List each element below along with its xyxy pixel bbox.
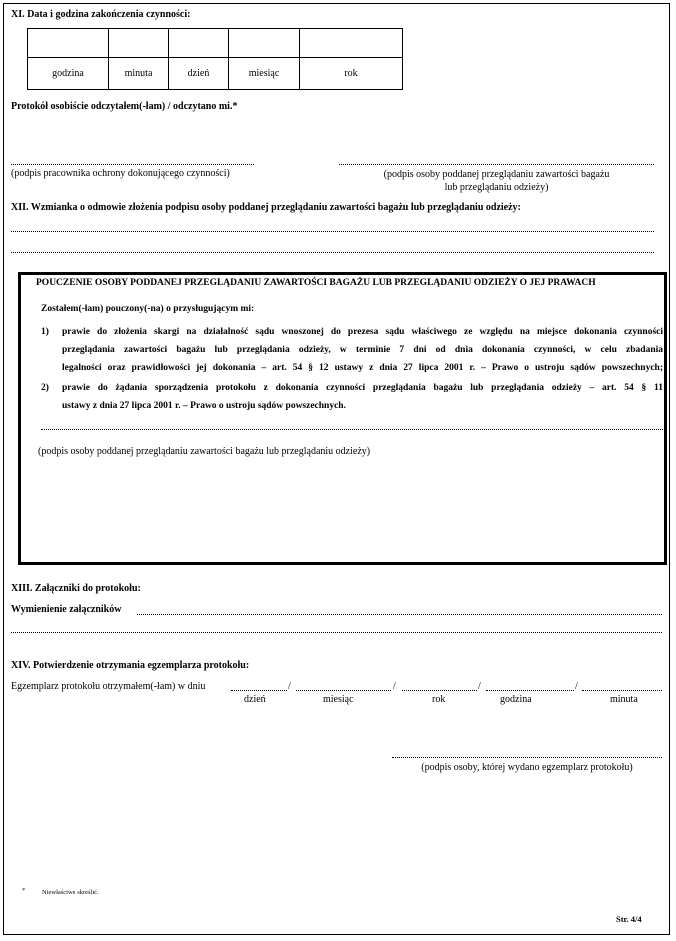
staff-signature-line[interactable]: [11, 164, 254, 165]
notice-item-2-text: [62, 379, 663, 415]
separator-slash: /: [393, 681, 396, 692]
attachments-line-2[interactable]: [11, 632, 662, 633]
section-xii-title: XII. Wzmianka o odmowie złożenia podpisu osoby poddanej przeglądaniu zawartości bagażu lub przeglądaniu odzieży:: [11, 202, 521, 213]
notice-intro: Zostałem(-łam) pouczony(-na) o przysługującym mi:: [41, 304, 255, 314]
notice-item-1-number: 1): [41, 327, 49, 337]
received-day-field[interactable]: [231, 690, 287, 691]
refusal-note-line-1[interactable]: [11, 231, 654, 232]
attachments-line-1[interactable]: [137, 614, 662, 615]
section-xiv-title: XIV. Potwierdzenie otrzymania egzemplarza protokołu:: [11, 660, 250, 671]
separator-slash: /: [288, 681, 291, 692]
received-hour-field[interactable]: [486, 690, 574, 691]
minute-label: minuta: [109, 58, 169, 90]
minute-cell[interactable]: [109, 29, 169, 58]
received-year-field[interactable]: [402, 690, 477, 691]
rights-notice-box: [18, 272, 667, 565]
person-signature-caption: [339, 168, 654, 194]
year-label: rok: [300, 58, 403, 90]
year-caption: rok: [432, 694, 446, 705]
page-number: Str. 4/4: [616, 914, 642, 924]
notice-item-2-line-1: prawie do żądania sporządzenia protokołu z dokonania czynności przeglądania bagażu lub przeglądania odzieży – art. 54 § 11: [62, 383, 663, 393]
hour-caption: godzina: [500, 694, 532, 705]
separator-slash: /: [478, 681, 481, 692]
day-cell[interactable]: [169, 29, 229, 58]
notice-signature-line[interactable]: [41, 429, 663, 430]
hour-cell[interactable]: [28, 29, 109, 58]
day-caption: dzień: [244, 694, 266, 705]
separator-slash: /: [575, 681, 578, 692]
person-signature-line[interactable]: [339, 164, 654, 165]
person-signature-caption-line1: (podpis osoby poddanej przeglądaniu zawartości bagażu: [383, 169, 610, 180]
attachments-label: Wymienienie załączników: [11, 604, 122, 615]
person-signature-caption-line2: lub przeglądaniu odzieży): [444, 182, 549, 193]
notice-title: POUCZENIE OSOBY PODDANEJ PRZEGLĄDANIU ZAWARTOŚCI BAGAŻU LUB PRZEGLĄDANIU ODZIEŻY O JEJ PRAWACH: [36, 278, 596, 288]
footnote-mark: *: [22, 887, 26, 894]
copy-recipient-signature-caption: (podpis osoby, której wydano egzemplarz protokołu): [421, 762, 633, 773]
protocol-read-label: Protokół osobiście odczytałem(-łam) / odczytano mi.*: [11, 101, 238, 112]
date-time-table: [27, 28, 403, 90]
notice-signature-caption: (podpis osoby poddanej przeglądaniu zawartości bagażu lub przeglądaniu odzieży): [38, 446, 371, 457]
notice-item-1-line-1: prawie do złożenia skargi na działalność sądu wnoszonej do prezesa sądu właściwego ze względu na miejsce dokonania czynności: [62, 327, 663, 337]
month-caption: miesiąc: [323, 694, 354, 705]
minute-caption: minuta: [610, 694, 638, 705]
refusal-note-line-2[interactable]: [11, 252, 654, 253]
day-label: dzień: [169, 58, 229, 90]
received-month-field[interactable]: [296, 690, 391, 691]
copy-recipient-signature-line[interactable]: [392, 757, 662, 758]
year-cell[interactable]: [300, 29, 403, 58]
staff-signature-caption: (podpis pracownika ochrony dokonującego czynności): [11, 168, 230, 179]
notice-item-1-text: [62, 323, 663, 377]
month-cell[interactable]: [229, 29, 300, 58]
notice-item-2-number: 2): [41, 383, 49, 393]
notice-item-1-line-3: legalności oraz prawidłowości jej dokonania – art. 54 § 12 ustawy z dnia 27 lipca 2001 r. – Prawo o ustroju sądów powszechnych;: [62, 363, 663, 373]
month-label: miesiąc: [229, 58, 300, 90]
received-minute-field[interactable]: [582, 690, 662, 691]
section-xi-title: XI. Data i godzina zakończenia czynności:: [11, 9, 191, 20]
notice-item-2-line-2: ustawy z dnia 27 lipca 2001 r. – Prawo o ustroju sądów powszechnych.: [62, 401, 346, 411]
section-xiii-title: XIII. Załączniki do protokołu:: [11, 583, 141, 594]
copy-received-label: Egzemplarz protokołu otrzymałem(-łam) w dniu: [11, 681, 206, 692]
footnote-text: Niewłaściwe skreślić.: [42, 889, 99, 896]
notice-item-1-line-2: przeglądania zawartości bagażu lub przeglądania odzieży, w terminie 7 dni od dnia dokonania czynności, w celu zbadania: [62, 345, 663, 355]
hour-label: godzina: [28, 58, 109, 90]
